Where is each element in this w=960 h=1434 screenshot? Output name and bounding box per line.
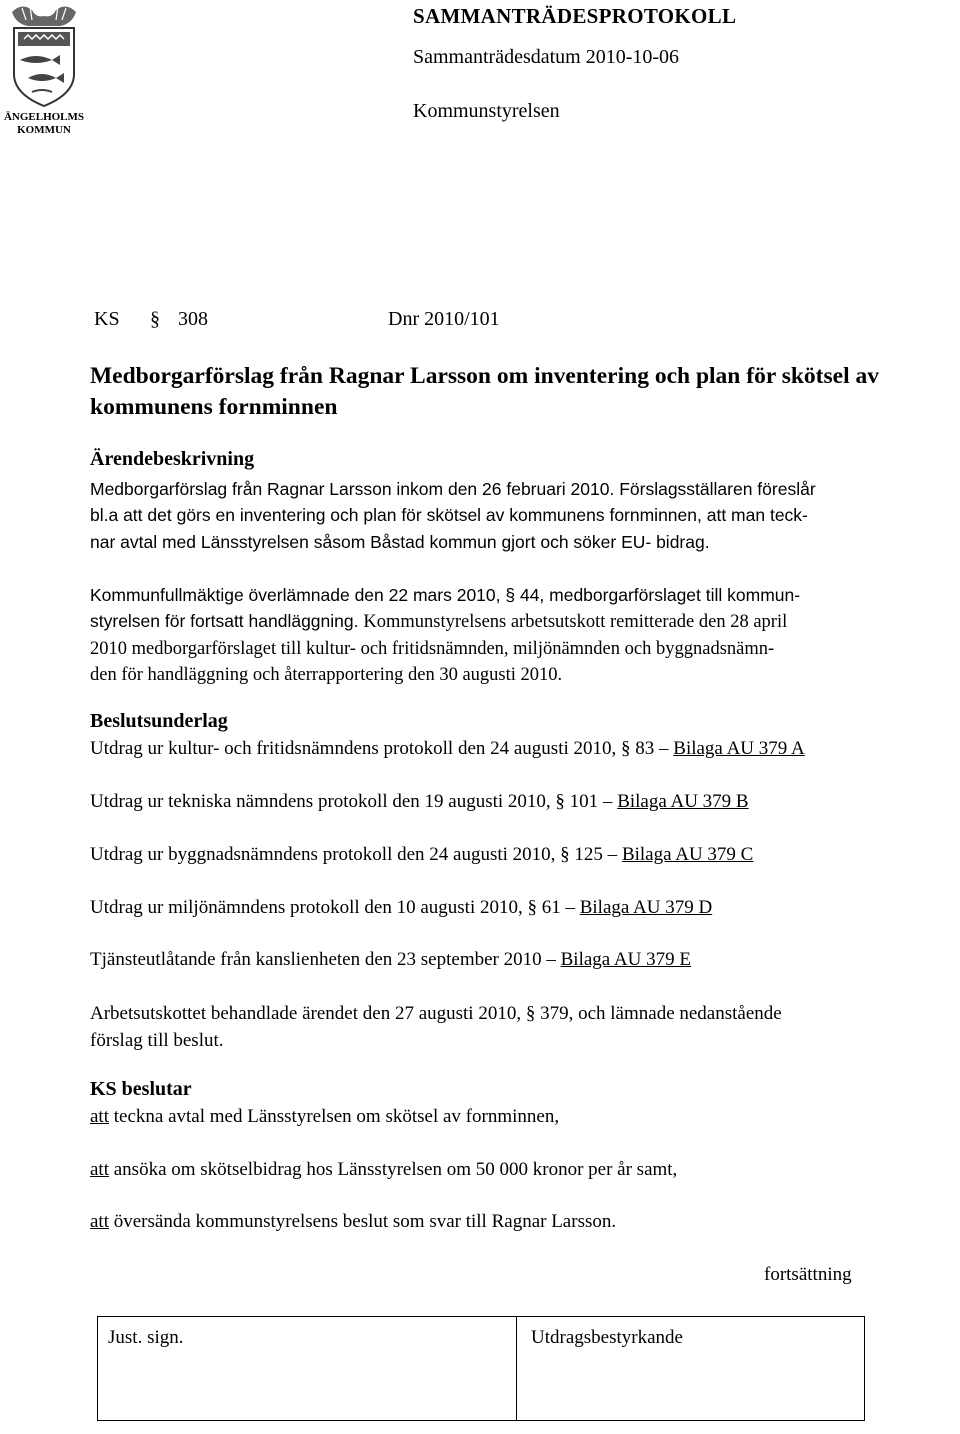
underlag-text: Utdrag ur tekniska nämndens protokoll den 19 augusti 2010, § 101 –: [90, 791, 613, 812]
attachment-link[interactable]: Bilaga AU 379 B: [617, 791, 749, 812]
decision-item: [90, 1159, 677, 1181]
para2-line1: Kommunfullmäktige överlämnade den 22 mars 2010, § 44, medborgarförslaget till kommun-: [90, 585, 801, 605]
underlag-text: Utdrag ur kultur- och fritidsnämndens protokoll den 24 augusti 2010, § 83 –: [90, 738, 669, 759]
para2-line2a: styrelsen för fortsatt handläggning.: [90, 611, 359, 632]
underlag-item: [90, 897, 712, 919]
section-number: 308: [178, 308, 208, 330]
logo-text-line1: ÄNGELHOLMS: [3, 111, 85, 123]
au-line1: Arbetsutskottet behandlade ärendet den 27 augusti 2010, § 379, och lämnade nedanstående: [90, 1003, 782, 1024]
organ-name: Kommunstyrelsen: [413, 100, 560, 122]
arendebeskrivning-label: Ärendebeskrivning: [90, 448, 255, 470]
underlag-text: Utdrag ur miljönämndens protokoll den 10 augusti 2010, § 61 –: [90, 897, 575, 918]
continuation-note: fortsättning: [764, 1264, 852, 1285]
para1-line1: Medborgarförslag från Ragnar Larsson inkom den 26 februari 2010. Förslagsställaren föreslår: [90, 479, 816, 499]
au-line2: förslag till beslut.: [90, 1030, 224, 1051]
beslutsunderlag-label: Beslutsunderlag: [90, 710, 228, 732]
signature-table: [97, 1316, 865, 1421]
attachment-link[interactable]: Bilaga AU 379 E: [560, 949, 691, 970]
para2-line4: den för handläggning och återrapportering den 30 augusti 2010.: [90, 664, 563, 685]
section-symbol: §: [150, 308, 160, 330]
protocol-title: SAMMANTRÄDESPROTOKOLL: [413, 4, 737, 28]
arendebeskrivning-para2: [90, 582, 940, 688]
att-keyword: att: [90, 1211, 109, 1232]
logo-text-line2: KOMMUN: [17, 124, 71, 136]
para1-line2: bl.a att det görs en inventering och plan för skötsel av kommunens fornminnen, att man teck-: [90, 505, 808, 526]
decision-item: [90, 1211, 616, 1233]
attachment-link[interactable]: Bilaga AU 379 C: [621, 844, 754, 865]
au-paragraph: [90, 1000, 940, 1054]
decision-text: översända kommunstyrelsens beslut som svar till Ragnar Larsson.: [109, 1211, 617, 1232]
just-sign-label: Just. sign.: [108, 1327, 184, 1348]
underlag-item: [90, 791, 749, 813]
att-keyword: att: [90, 1106, 109, 1127]
case-heading: Medborgarförslag från Ragnar Larsson om inventering och plan för skötsel av kommunens fornminnen: [90, 363, 879, 420]
attachment-link[interactable]: Bilaga AU 379 D: [579, 897, 713, 918]
att-keyword: att: [90, 1159, 109, 1180]
underlag-text: Tjänsteutlåtande från kanslienheten den 23 september 2010 –: [90, 949, 556, 970]
para1-line3: nar avtal med Länsstyrelsen såsom Båstad kommun gjort och söker EU- bidrag.: [90, 531, 710, 552]
municipality-logo: [2, 2, 86, 136]
underlag-item: [90, 738, 805, 760]
arendebeskrivning-para1: [90, 476, 940, 555]
underlag-item: [90, 949, 691, 971]
para2-line3: 2010 medborgarförslaget till kultur- och fritidsnämnden, miljönämnden och byggnadsnämn-: [90, 638, 775, 659]
decision-item: [90, 1106, 559, 1128]
attachment-link[interactable]: Bilaga AU 379 A: [673, 738, 805, 759]
underlag-item: [90, 844, 753, 866]
decision-text: teckna avtal med Länsstyrelsen om skötsel av fornminnen,: [109, 1106, 560, 1127]
underlag-text: Utdrag ur byggnadsnämndens protokoll den 24 augusti 2010, § 125 –: [90, 844, 618, 865]
meeting-date: Sammanträdesdatum 2010-10-06: [413, 46, 680, 68]
decision-text: ansöka om skötselbidrag hos Länsstyrelsen om 50 000 kronor per år samt,: [109, 1159, 678, 1180]
case-body: KS: [94, 308, 120, 330]
dnr: Dnr 2010/101: [388, 308, 500, 330]
para2-line2: [90, 608, 940, 635]
table-divider: [516, 1317, 517, 1420]
utdragsbestyrkande-label: Utdragsbestyrkande: [531, 1327, 683, 1348]
ks-beslutar-label: KS beslutar: [90, 1078, 192, 1100]
para2-line2b: Kommunstyrelsens arbetsutskott remitterade den 28 april: [363, 612, 788, 633]
